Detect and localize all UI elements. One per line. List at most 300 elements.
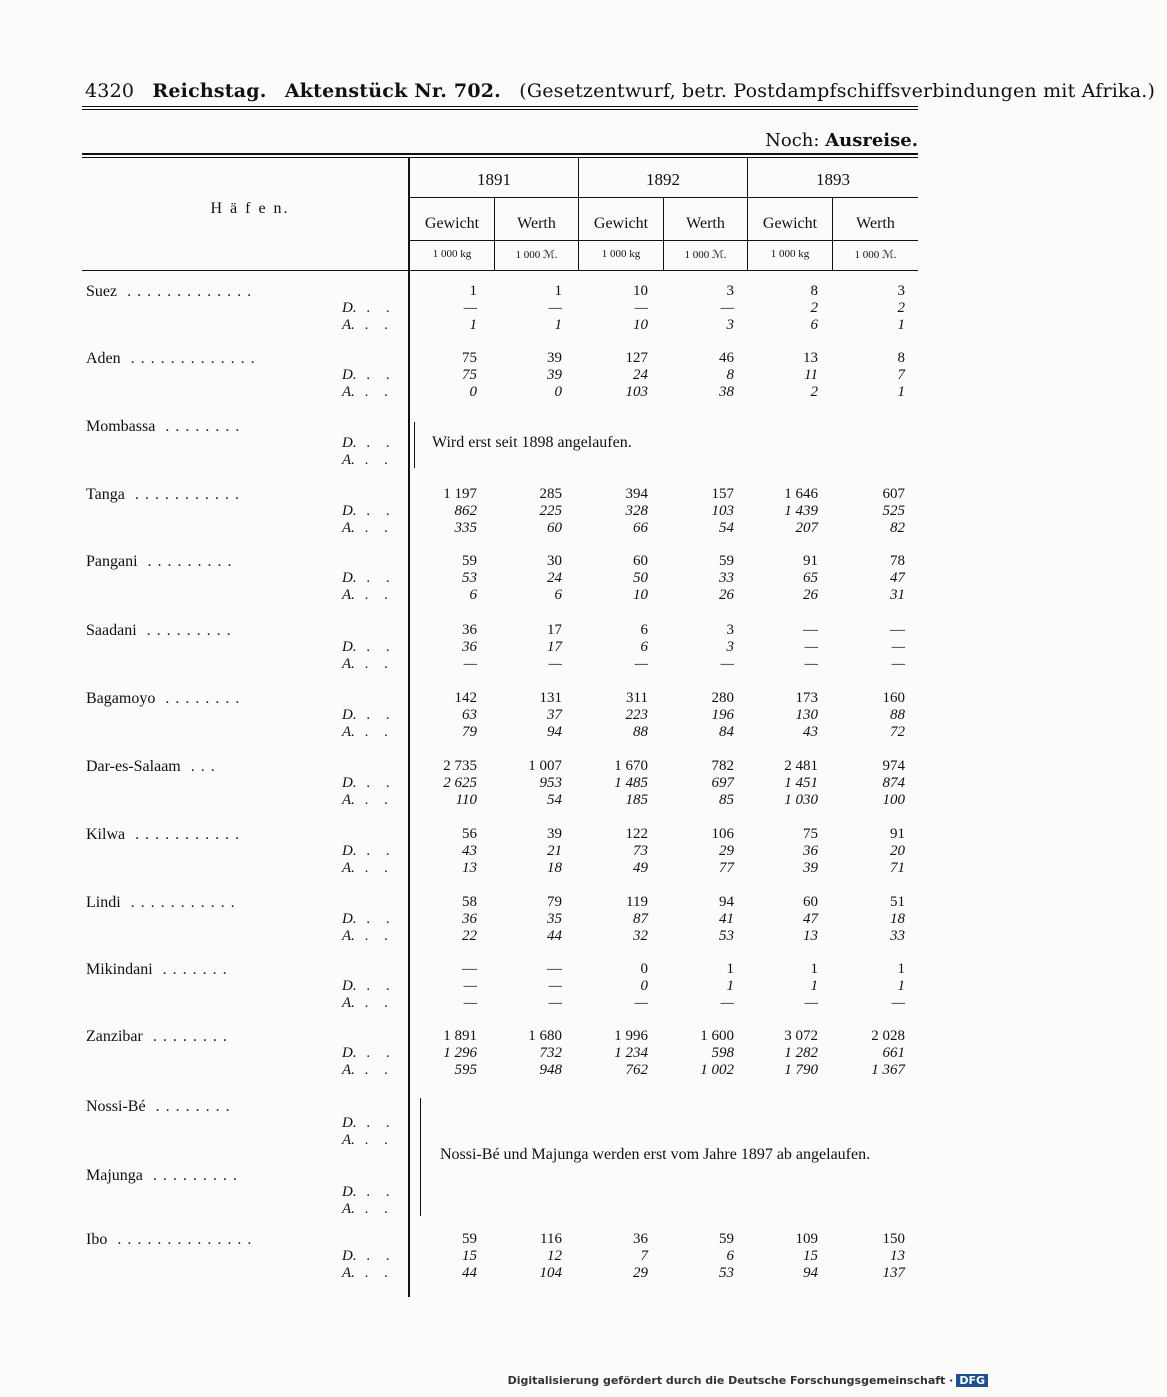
row-label-d (342, 843, 396, 860)
row-label-text: D. (342, 707, 357, 723)
cell-d: 0 (640, 978, 648, 994)
cell-a: — (634, 995, 648, 1011)
row-label-text: D. (342, 570, 357, 586)
cell-a: — (720, 995, 734, 1011)
page-header (85, 80, 1156, 102)
cell-d: 88 (890, 707, 905, 723)
cell-a: 22 (462, 928, 477, 944)
mombassa-brace (414, 422, 415, 468)
cell-d: — (804, 639, 818, 655)
cell-total: 974 (882, 758, 905, 774)
cell-a: — (804, 656, 818, 672)
col-weight-1893: Gewicht (762, 215, 818, 232)
row-label-text: D. (342, 367, 357, 383)
year-rule (410, 197, 918, 198)
header-aktenstueck: Aktenstück Nr. 702. (284, 80, 501, 102)
port-label (86, 283, 257, 301)
row-label-a (342, 520, 394, 537)
row-label-a (342, 384, 394, 401)
ports-header: H ä f e n. (210, 200, 290, 217)
port-label (86, 350, 261, 368)
cell-a: 39 (803, 860, 818, 876)
cell-total: 36 (462, 622, 477, 638)
cell-total: 58 (462, 894, 477, 910)
cell-a: 595 (454, 1062, 477, 1078)
leader-dots: . . (354, 1062, 394, 1078)
cell-d: 1 439 (784, 503, 818, 519)
cell-d: 17 (547, 639, 562, 655)
nossi-majunga-note: Nossi-Bé und Majunga werden erst vom Jahre 1897 ab angelaufen. (440, 1146, 871, 1163)
cell-total: 79 (547, 894, 562, 910)
cell-d: 598 (711, 1045, 734, 1061)
cell-a: 44 (547, 928, 562, 944)
row-label-text: D. (342, 1115, 357, 1131)
cell-a: 100 (882, 792, 905, 808)
cell-a: 13 (803, 928, 818, 944)
unit-value-1892: 1 000 ℳ. (684, 249, 727, 261)
cell-d: 6 (640, 639, 648, 655)
row-label-text: D. (342, 639, 357, 655)
row-label-text: D. (342, 1045, 357, 1061)
port-label (86, 826, 245, 844)
cell-total: 59 (719, 1231, 734, 1247)
port-name: Tanga (86, 486, 125, 503)
cell-total: 150 (882, 1231, 905, 1247)
unit-weight-1891: 1 000 kg (432, 248, 472, 260)
unit-value-1891: 1 000 ℳ. (515, 249, 558, 261)
continued-title: Ausreise. (825, 130, 918, 151)
cell-d: 87 (633, 911, 648, 927)
cell-a: 44 (462, 1265, 477, 1281)
cell-total: 285 (539, 486, 562, 502)
port-name: Ibo (86, 1231, 108, 1248)
cell-d: 35 (547, 911, 562, 927)
cell-d: 11 (804, 367, 818, 383)
cell-total: 8 (897, 350, 905, 366)
row-label-text: A. (342, 995, 355, 1011)
cell-total: 1 (897, 961, 905, 977)
leader-dots: . . (356, 1115, 396, 1131)
cell-d: 7 (897, 367, 905, 383)
port-label (86, 961, 233, 979)
cell-d: 1 451 (784, 775, 818, 791)
cell-a: 60 (547, 520, 562, 536)
port-label (86, 1028, 233, 1046)
table-head-rule (82, 270, 918, 271)
cell-total: 91 (803, 553, 818, 569)
port-name: Bagamoyo (86, 690, 156, 707)
cell-a: 0 (469, 384, 477, 400)
leader-dots: . . (354, 520, 394, 536)
cell-d: — (548, 978, 562, 994)
cell-d: 12 (547, 1248, 562, 1264)
cell-a: 71 (890, 860, 905, 876)
row-label-text: A. (342, 1265, 355, 1281)
unit-value-1893: 1 000 ℳ. (854, 249, 897, 261)
row-label-text: D. (342, 1248, 357, 1264)
cell-a: 88 (633, 724, 648, 740)
row-label-a (342, 724, 394, 741)
leader-dots: ......... (142, 1167, 243, 1184)
cell-d: 15 (462, 1248, 477, 1264)
cell-total: — (803, 622, 818, 638)
cell-a: 137 (882, 1265, 905, 1281)
cell-d: — (720, 300, 734, 316)
cell-d: 196 (711, 707, 734, 723)
cell-total: 17 (547, 622, 562, 638)
cell-a: 6 (469, 587, 477, 603)
leader-dots: . . (354, 317, 394, 333)
port-name: Mombassa (86, 418, 156, 435)
continued-prefix: Noch: (765, 130, 820, 151)
cell-a: 1 367 (871, 1062, 905, 1078)
cell-d: 103 (711, 503, 734, 519)
continued-label (765, 130, 918, 151)
cell-total: 75 (462, 350, 477, 366)
row-label-text: D. (342, 503, 357, 519)
cell-total: 782 (711, 758, 734, 774)
cell-a: 335 (454, 520, 477, 536)
row-label-text: A. (342, 520, 355, 536)
port-label (86, 622, 237, 640)
row-label-a (342, 860, 394, 877)
cell-a: 2 (810, 384, 818, 400)
cell-total: 0 (640, 961, 648, 977)
header-rule-2 (82, 109, 918, 110)
row-label-d (342, 775, 396, 792)
row-label-d (342, 1248, 396, 1265)
cell-a: — (548, 656, 562, 672)
cell-total: 60 (633, 553, 648, 569)
port-label (86, 1167, 243, 1185)
cell-total: 91 (890, 826, 905, 842)
leader-dots: . . (354, 1132, 394, 1148)
cell-total: 1 (810, 961, 818, 977)
cell-a: — (720, 656, 734, 672)
cell-d: 24 (547, 570, 562, 586)
cell-a: 72 (890, 724, 905, 740)
cell-a: 103 (625, 384, 648, 400)
cell-d: 73 (633, 843, 648, 859)
row-label-d (342, 1184, 396, 1201)
leader-dots: . . (354, 1265, 394, 1281)
leader-dots: ......... (137, 553, 238, 570)
cell-d: 36 (462, 639, 477, 655)
col-value-1893: Werth (856, 215, 895, 232)
leader-dots: ........... (124, 486, 245, 503)
cell-total: 280 (711, 690, 734, 706)
cell-d: 225 (539, 503, 562, 519)
row-label-text: A. (342, 1062, 355, 1078)
port-name: Majunga (86, 1167, 143, 1184)
header-title: (Gesetzentwurf, betr. Postdampfschiffsverbindungen mit Afrika.) (519, 80, 1156, 102)
unit-rule (410, 240, 918, 241)
cell-a: 38 (719, 384, 734, 400)
cell-total: 119 (626, 894, 648, 910)
cell-d: — (548, 300, 562, 316)
cell-total: 3 (897, 283, 905, 299)
cell-total: 59 (462, 553, 477, 569)
cell-total: 109 (795, 1231, 818, 1247)
row-label-text: A. (342, 792, 355, 808)
mombassa-note: Wird erst seit 1898 angelaufen. (432, 434, 632, 451)
cell-total: 1 670 (614, 758, 648, 774)
cell-d: 525 (882, 503, 905, 519)
cell-d: 36 (803, 843, 818, 859)
year-1893: 1893 (816, 170, 850, 189)
row-label-d (342, 1045, 396, 1062)
table-top-rule (82, 153, 918, 155)
cell-total: 2 735 (443, 758, 477, 774)
leader-dots: ....... (152, 961, 233, 978)
leader-dots: . . (356, 1045, 396, 1061)
row-label-text: D. (342, 978, 357, 994)
nossi-brace (420, 1098, 421, 1216)
cell-d: 862 (454, 503, 477, 519)
footer-text: Digitalisierung gefördert durch die Deutsche Forschungsgemeinschaft · (507, 1374, 954, 1387)
row-label-a (342, 1062, 394, 1079)
cell-a: 32 (633, 928, 648, 944)
cell-a: 94 (803, 1265, 818, 1281)
col-value-1891: Werth (517, 215, 556, 232)
cell-d: 1 (726, 978, 734, 994)
port-label (86, 486, 245, 504)
cell-d: 53 (462, 570, 477, 586)
cell-total: 13 (803, 350, 818, 366)
row-label-text: A. (342, 452, 355, 468)
cell-total: 59 (462, 1231, 477, 1247)
cell-d: 65 (803, 570, 818, 586)
port-name: Dar-es-Salaam (86, 758, 181, 775)
leader-dots: . . (356, 435, 396, 451)
cell-a: 1 002 (700, 1062, 734, 1078)
cell-total: 75 (803, 826, 818, 842)
port-name: Saadani (86, 622, 137, 639)
row-label-d (342, 707, 396, 724)
cell-a: 1 (897, 317, 905, 333)
header-rule (82, 106, 918, 107)
row-label-d (342, 570, 396, 587)
cell-a: 13 (462, 860, 477, 876)
row-label-text: A. (342, 928, 355, 944)
port-name: Suez (86, 283, 118, 300)
page-number: 4320 (85, 80, 135, 102)
col-weight-1892: Gewicht (593, 215, 649, 232)
cell-total: 60 (803, 894, 818, 910)
cell-d: — (634, 300, 648, 316)
cell-a: 3 (726, 317, 734, 333)
cell-d: 130 (795, 707, 818, 723)
port-name: Pangani (86, 553, 138, 570)
col-weight-1891: Gewicht (424, 215, 480, 232)
cell-a: 26 (719, 587, 734, 603)
table-top-rule-2 (82, 157, 918, 158)
cell-a: 110 (455, 792, 477, 808)
port-name: Aden (86, 350, 121, 367)
row-label-text: D. (342, 300, 357, 316)
cell-d: 8 (726, 367, 734, 383)
cell-d: — (463, 300, 477, 316)
cell-total: 1 197 (443, 486, 477, 502)
row-label-d (342, 367, 396, 384)
row-label-d (342, 503, 396, 520)
leader-dots: . . (354, 724, 394, 740)
cell-total: 39 (547, 350, 562, 366)
port-label (86, 553, 238, 571)
cell-d: — (463, 978, 477, 994)
leader-dots: . . (356, 911, 396, 927)
cell-total: 1 680 (528, 1028, 562, 1044)
leader-dots: . . (354, 587, 394, 603)
cell-d: 36 (462, 911, 477, 927)
vline-ports (408, 157, 410, 1297)
row-label-d (342, 911, 396, 928)
cell-a: — (891, 656, 905, 672)
cell-d: 15 (803, 1248, 818, 1264)
cell-a: 26 (803, 587, 818, 603)
cell-a: 84 (719, 724, 734, 740)
cell-a: — (548, 995, 562, 1011)
cell-d: 50 (633, 570, 648, 586)
cell-total: 311 (626, 690, 648, 706)
cell-d: 3 (726, 639, 734, 655)
leader-dots: . . (356, 1184, 396, 1200)
cell-a: 104 (539, 1265, 562, 1281)
cell-a: 948 (539, 1062, 562, 1078)
leader-dots: . . (354, 452, 394, 468)
row-label-a (342, 656, 394, 673)
cell-total: 30 (547, 553, 562, 569)
cell-d: 2 (810, 300, 818, 316)
cell-a: 1 (469, 317, 477, 333)
cell-total: 1 996 (614, 1028, 648, 1044)
row-label-a (342, 1265, 394, 1282)
cell-a: 1 030 (784, 792, 818, 808)
leader-dots: . . (356, 300, 396, 316)
cell-a: 54 (547, 792, 562, 808)
cell-total: 157 (711, 486, 734, 502)
unit-weight-1892: 1 000 kg (601, 248, 641, 260)
cell-total: 116 (540, 1231, 562, 1247)
row-label-text: A. (342, 656, 355, 672)
port-name: Nossi-Bé (86, 1098, 146, 1115)
cell-d: 953 (539, 775, 562, 791)
cell-a: 85 (719, 792, 734, 808)
leader-dots: . . (356, 978, 396, 994)
leader-dots: . . (356, 639, 396, 655)
cell-total: 127 (625, 350, 648, 366)
cell-a: 82 (890, 520, 905, 536)
leader-dots: . . (356, 570, 396, 586)
cell-total: 1 646 (784, 486, 818, 502)
cell-total: 56 (462, 826, 477, 842)
cell-d: 1 282 (784, 1045, 818, 1061)
cell-a: 207 (795, 520, 818, 536)
year-1892: 1892 (646, 170, 680, 189)
row-label-d (342, 639, 396, 656)
cell-d: 43 (462, 843, 477, 859)
row-label-d (342, 978, 396, 995)
cell-a: 10 (633, 587, 648, 603)
cell-total: 122 (625, 826, 648, 842)
cell-a: 185 (625, 792, 648, 808)
port-name: Lindi (86, 894, 121, 911)
cell-d: 75 (462, 367, 477, 383)
cell-a: — (804, 995, 818, 1011)
header-reichstag: Reichstag. (152, 80, 267, 102)
cell-d: 2 (897, 300, 905, 316)
cell-a: 29 (633, 1265, 648, 1281)
cell-a: — (463, 995, 477, 1011)
leader-dots: ........... (125, 826, 246, 843)
row-label-text: A. (342, 384, 355, 400)
cell-total: 3 (726, 622, 734, 638)
leader-dots: .............. (107, 1231, 258, 1248)
cell-a: 762 (625, 1062, 648, 1078)
leader-dots: ......... (136, 622, 237, 639)
port-label (86, 758, 221, 776)
leader-dots: . . (356, 503, 396, 519)
row-label-text: A. (342, 587, 355, 603)
cell-total: 46 (719, 350, 734, 366)
cell-total: 3 072 (784, 1028, 818, 1044)
leader-dots: . . (356, 775, 396, 791)
leader-dots: ........ (142, 1028, 233, 1045)
cell-a: 1 (897, 384, 905, 400)
cell-total: 173 (795, 690, 818, 706)
unit-weight-1893: 1 000 kg (770, 248, 810, 260)
row-label-a (342, 587, 394, 604)
port-name: Mikindani (86, 961, 153, 978)
cell-d: 7 (640, 1248, 648, 1264)
cell-d: 21 (547, 843, 562, 859)
dfg-logo: DFG (956, 1374, 988, 1387)
row-label-text: A. (342, 317, 355, 333)
cell-a: 10 (633, 317, 648, 333)
cell-a: 53 (719, 928, 734, 944)
cell-total: 160 (882, 690, 905, 706)
row-label-text: D. (342, 843, 357, 859)
cell-total: 36 (633, 1231, 648, 1247)
cell-d: 33 (719, 570, 734, 586)
leader-dots: ............. (120, 350, 261, 367)
cell-d: 1 (810, 978, 818, 994)
cell-total: 3 (726, 283, 734, 299)
cell-total: 59 (719, 553, 734, 569)
port-label (86, 1098, 236, 1116)
cell-a: 94 (547, 724, 562, 740)
cell-total: 607 (882, 486, 905, 502)
cell-total: 1 (469, 283, 477, 299)
cell-total: — (547, 961, 562, 977)
cell-a: 33 (890, 928, 905, 944)
cell-a: 18 (547, 860, 562, 876)
cell-total: 131 (539, 690, 562, 706)
cell-total: — (890, 622, 905, 638)
port-label (86, 894, 241, 912)
cell-total: 106 (711, 826, 734, 842)
row-label-a (342, 452, 394, 469)
cell-a: — (891, 995, 905, 1011)
leader-dots: . . (354, 792, 394, 808)
leader-dots: ... (180, 758, 221, 775)
cell-d: 1 (897, 978, 905, 994)
cell-total: 1 (726, 961, 734, 977)
cell-d: 1 234 (614, 1045, 648, 1061)
row-label-text: A. (342, 860, 355, 876)
port-name: Kilwa (86, 826, 126, 843)
cell-d: 37 (547, 707, 562, 723)
